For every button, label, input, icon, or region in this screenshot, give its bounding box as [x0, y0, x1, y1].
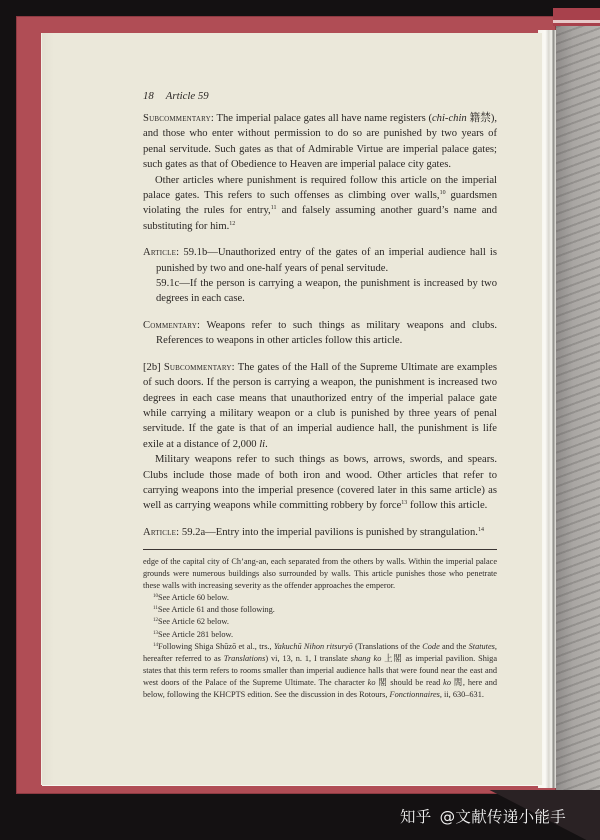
footnote-text: See Article 60 below. — [158, 593, 229, 603]
text: Other articles where punishment is required follow this article on the imperial palace gates. This refers to such offenses as climbing over walls, — [143, 174, 497, 202]
footnote-13 — [143, 629, 497, 641]
page-number: 18 — [143, 90, 154, 102]
text: Military weapons refer to such things as bows, arrows, swords, and spears. Clubs include those made of both iron and wood. Other articles that refer to carrying weapons into the imperial presence (covered later in this same article) as well as carrying weapons while committing robbery by force — [143, 454, 497, 512]
subcommentary-2b-paragraph — [143, 360, 497, 452]
text: ), and those who enter without permission to do so are punished by two years of penal servitude. Such gates as that of Admirable Virtue are imperial palace gates; such gates as that of Obedience to Heaven are imperial palace city gates. — [143, 113, 497, 171]
author-handle[interactable]: @文献传递小能手 — [439, 808, 567, 826]
footnote-text: See Article 61 and those following. — [157, 605, 275, 615]
text: 閣 should be read — [375, 677, 444, 687]
text: and falsely assuming another guard’s name and substituting for him. — [143, 205, 497, 232]
running-head-title: Article 59 — [165, 90, 209, 102]
italic-title: Translations — [223, 653, 266, 663]
text: Weapons refer to such things as military weapons and clubs. References to weapons in other articles follow this article. — [156, 319, 497, 347]
article-59-1c — [143, 276, 497, 307]
text: 59.2a—Entry into the imperial pavilions is punished by strangulation. — [179, 526, 478, 538]
footnote-11 — [143, 604, 497, 616]
text: 上閣 as imperial pavilion. Shiga states that this term refers to rooms smaller than imperial audience halls that were found near the east and west doors of the Palace of the Supreme Ultimate. The character — [143, 653, 498, 687]
section-label: Article: — [143, 526, 180, 538]
footnote-number: 13 — [153, 630, 158, 636]
text: The gates of the Hall of the Supreme Ultimate are examples of such doors. If the person is carrying a weapon, the punishment is increased two degrees in each case means that unauthorized entry of the imperial palace gate while carrying a military weapon or a club is punished by three years of penal servitude. If the gate is that of an imperial audience hall, the punishment is life exile at a distance of 2,000 — [143, 361, 497, 450]
text: 59.1b—Unauthorized entry of the gates of an imperial audience hall is punished by two and one-half years of penal servitude. — [156, 247, 497, 274]
spacer — [143, 234, 497, 245]
footnote-14 — [143, 641, 497, 701]
footnote-ref[interactable]: 10 — [439, 190, 446, 197]
text: ) vi, 13, n. 1, I translate — [265, 653, 351, 663]
footnote-continued: edge of the capital city of Ch’ang-an, each separated from the others by walls. Within the imperial palace grounds were numerous buildings also surrounded by walls. This article punishes those who penetrate these walls with increasing severity as the offender approaches the emperor. — [143, 557, 497, 591]
main-text — [143, 89, 497, 540]
subcommentary-paragraph — [143, 111, 497, 173]
text: . — [265, 438, 268, 450]
platform-logo: 知乎 — [400, 808, 432, 826]
text: follow this article. — [407, 500, 488, 512]
italic-title: Statutes — [468, 641, 495, 651]
cjk-term: 籍禁 — [466, 113, 491, 124]
text: 59.1c—If the person is carrying a weapon, the punishment is increased by two degrees in each case. — [156, 278, 497, 305]
italic-title: Code — [422, 641, 440, 651]
footnote-ref[interactable]: 14 — [477, 526, 484, 533]
text: (Translations of the — [352, 641, 423, 651]
facing-cover-edge — [553, 8, 600, 26]
italic-term: ko — [367, 677, 376, 687]
article-59-1b — [143, 245, 497, 276]
spacer — [143, 514, 497, 525]
running-head — [143, 89, 497, 105]
text: Following Shiga Shūzō et al., trs., — [158, 641, 274, 651]
text: 閤, here and below, following the KHCPTS edition. See the discussion in des Rotours, — [143, 677, 497, 700]
article-59-2a — [143, 525, 497, 540]
footnote-number: 11 — [153, 606, 158, 612]
footnote-number: 14 — [153, 642, 158, 648]
footnote-number: 12 — [153, 618, 158, 624]
footnote-ref[interactable]: 11 — [270, 205, 277, 212]
italic-title: Fonctionnaires — [389, 690, 440, 700]
page-gutter — [42, 33, 54, 785]
footnote-10 — [143, 592, 497, 604]
book-page — [42, 33, 542, 785]
italic-term: li — [259, 438, 266, 450]
cover-stripe — [553, 20, 600, 23]
italic-term: chi-chin — [431, 113, 467, 124]
section-label: Commentary: — [143, 319, 201, 331]
section-label: Subcommentary: — [163, 361, 235, 373]
text: and the — [439, 641, 469, 651]
text: The imperial palace gates all have name registers ( — [213, 113, 432, 124]
footnote-text: See Article 62 below. — [158, 617, 229, 627]
section-label: Article: — [143, 247, 180, 259]
footnotes — [143, 556, 497, 701]
italic-term: ko — [443, 677, 451, 687]
text: guardsmen violating the rules for entry, — [143, 190, 497, 217]
footnote-ref[interactable]: 13 — [401, 500, 408, 507]
footnote-number: 10 — [153, 594, 158, 600]
italic-term: shang ko — [350, 653, 382, 663]
facing-page-text-shadow — [556, 26, 600, 806]
footnote-ref[interactable]: 12 — [229, 220, 236, 227]
footnote-12 — [143, 616, 497, 628]
paragraph — [143, 452, 497, 514]
watermark — [400, 805, 566, 827]
spacer — [143, 349, 497, 360]
text: , ii, 630–631. — [439, 690, 484, 700]
footnote-divider — [143, 549, 497, 550]
section-label: Subcommentary: — [143, 113, 214, 124]
facing-page — [556, 26, 600, 806]
footnote-text: See Article 281 below. — [158, 629, 234, 639]
italic-title: Yakuchū Nihon ritsuryō — [273, 641, 353, 651]
commentary-paragraph — [143, 318, 497, 349]
paragraph — [143, 173, 497, 235]
text: , hereafter referred to as — [143, 641, 497, 663]
folio-marker: [2b] — [143, 361, 164, 373]
spacer — [143, 307, 497, 318]
